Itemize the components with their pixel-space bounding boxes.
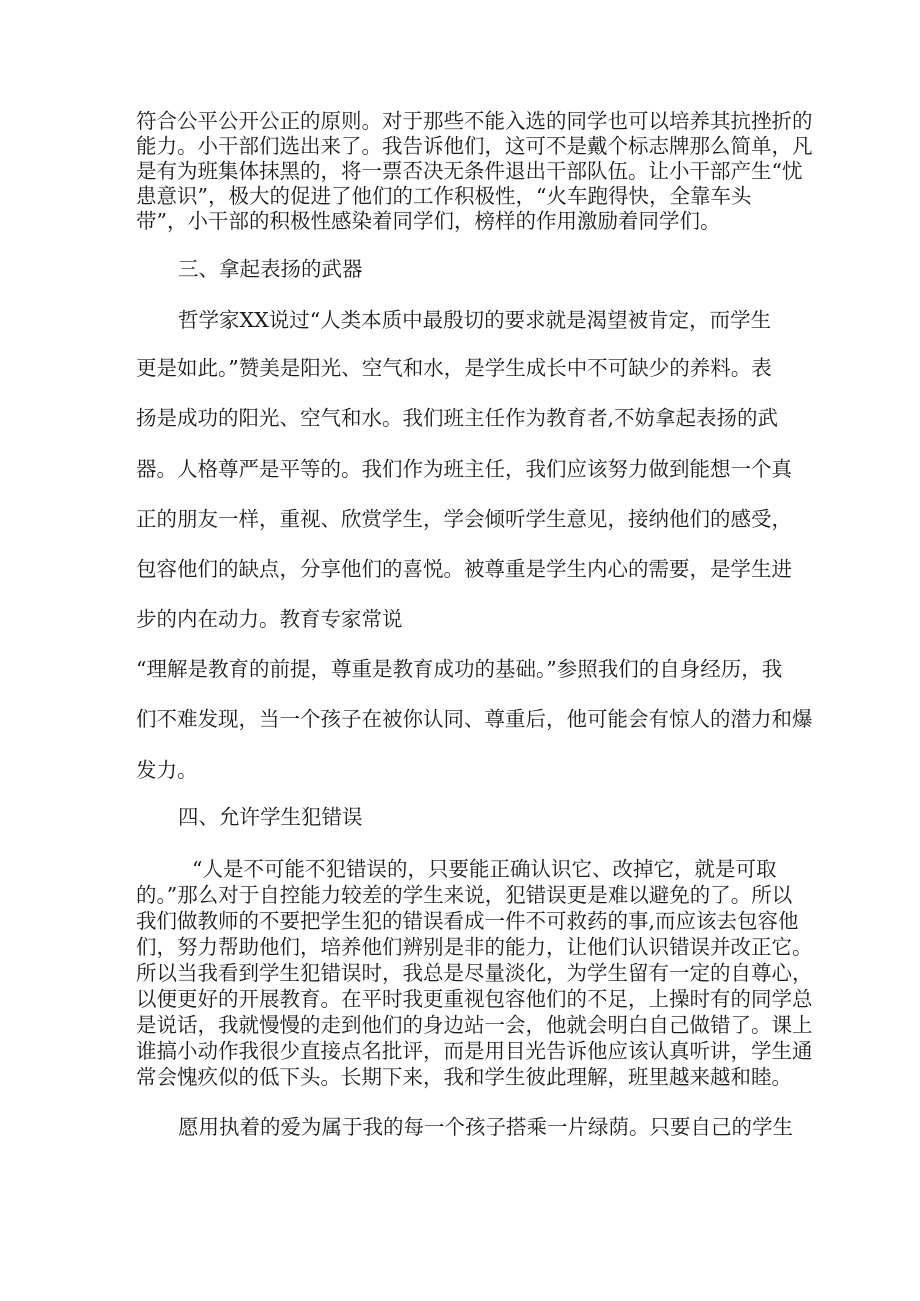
paragraph-line: 愿用执着的爱为属于我的每一个孩子搭乘一片绿荫。只要自己的学生 bbox=[178, 1115, 793, 1139]
paragraph-line: 谁搞小动作我很少直接点名批评，而是用目光告诉他应该认真听讲，学生通 bbox=[136, 1039, 813, 1063]
paragraph-line: 是说话，我就慢慢的走到他们的身边站一会，他就会明白自己做错了。课上 bbox=[136, 1013, 813, 1037]
paragraph-line: 更是如此。”赞美是阳光、空气和水，是学生成长中不可缺少的养料。表 bbox=[136, 356, 772, 380]
paragraph-line: 步的内在动力。教育专家常说 bbox=[136, 607, 403, 631]
paragraph-line: 们不难发现，当一个孩子在被你认同、尊重后，他可能会有惊人的潜力和爆 bbox=[136, 707, 813, 731]
paragraph-line: 们，努力帮助他们，培养他们辨别是非的能力，让他们认识错误并改正它。 bbox=[136, 935, 813, 959]
paragraph-line: “理解是教育的前提，尊重是教育成功的基础。”参照我们的自身经历，我 bbox=[136, 657, 783, 681]
paragraph-line: 所以当我看到学生犯错误时，我总是尽量淡化，为学生留有一定的自尊心， bbox=[136, 961, 813, 985]
paragraph-line: 发力。 bbox=[136, 758, 198, 782]
paragraph-line: 常会愧疚似的低下头。长期下来，我和学生彼此理解，班里越来越和睦。 bbox=[136, 1065, 792, 1089]
paragraph-line: 的。”那么对于自控能力较差的学生来说，犯错误更是难以避免的了。所以 bbox=[136, 883, 793, 907]
paragraph-line: 符合公平公开公正的原则。对于那些不能入选的同学也可以培养其抗挫折的 bbox=[136, 109, 813, 133]
paragraph-line: 是有为班集体抹黑的，将一票否决无条件退出干部队伍。让小干部产生“忧 bbox=[136, 159, 803, 183]
paragraph-line: 以便更好的开展教育。在平时我更重视包容他们的不足，上操时有的同学总 bbox=[136, 987, 813, 1011]
paragraph-line: 正的朋友一样，重视、欣赏学生，学会倾听学生意见，接纳他们的感受， bbox=[136, 507, 792, 531]
section-heading: 四、允许学生犯错误 bbox=[178, 805, 363, 829]
paragraph-line: 带”，小干部的积极性感染着同学们，榜样的作用激励着同学们。 bbox=[136, 209, 721, 233]
paragraph-line: 扬是成功的阳光、空气和水。我们班主任作为教育者,不妨拿起表扬的武 bbox=[136, 406, 779, 430]
paragraph-line: 包容他们的缺点，分享他们的喜悦。被尊重是学生内心的需要，是学生进 bbox=[136, 557, 792, 581]
paragraph-line: “人是不可能不犯错误的，只要能正确认识它、改掉它，就是可取 bbox=[192, 857, 777, 881]
paragraph-line: 哲学家XX说过“人类本质中最殷切的要求就是渴望被肯定，而学生 bbox=[178, 308, 772, 332]
paragraph-line: 患意识”，极大的促进了他们的工作积极性，“火车跑得快，全靠车头 bbox=[136, 184, 752, 208]
paragraph-line: 我们做教师的不要把学生犯的错误看成一件不可救药的事,而应该去包容他 bbox=[136, 909, 799, 933]
paragraph-line: 能力。小干部们选出来了。我告诉他们，这可不是戴个标志牌那么简单，凡 bbox=[136, 134, 813, 158]
section-heading: 三、拿起表扬的武器 bbox=[178, 257, 363, 281]
paragraph-line: 器。人格尊严是平等的。我们作为班主任，我们应该努力做到能想一个真 bbox=[136, 457, 792, 481]
